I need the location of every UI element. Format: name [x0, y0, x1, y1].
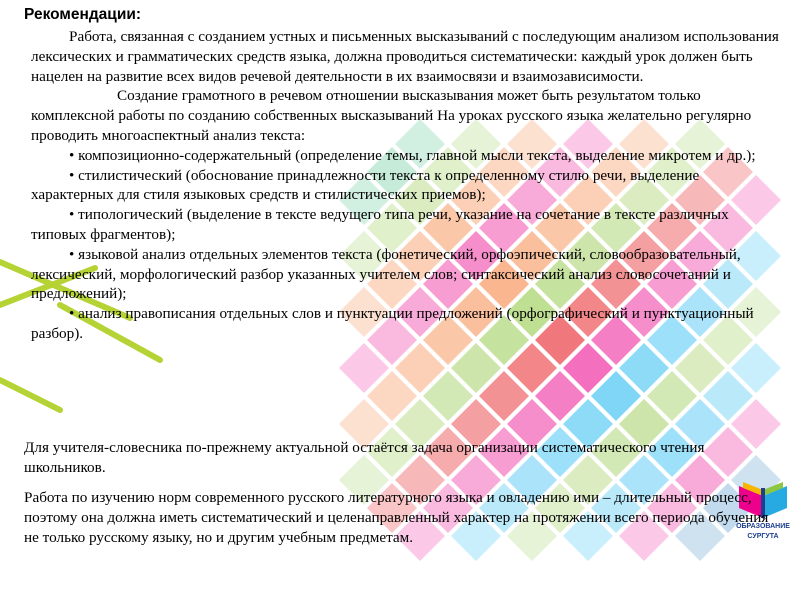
paragraph-1: Работа, связанная с созданием устных и письменных высказываний с последующим анализом использования лексических и грамматических средств языка, должна проводиться систематически: каждый урок должен быть нацелен на развитие всех видов речевой деятельности в их взаимосвязи и взаимозависимости. [31, 28, 779, 85]
bullet-item: • стилистический (обоснование принадлежности текста к определенному стилю речи, выделение характерных для стиля языковых средств и стилистических приемов); [31, 166, 700, 204]
bullet-item: • типологический (выделение в тексте ведущего типа речи, указание на сочетание в тексте различных типовых фрагментов); [31, 206, 729, 243]
logo-text-line2: СУРГУТА [747, 533, 779, 540]
bullet-item: • композиционно-содержательный (определение темы, главной мысли текста, выделение микротем и др.); [69, 146, 756, 164]
paragraph-4: Работа по изучению норм современного русского литературного языка и овладению ими – длительный процесс, поэтому она должна иметь систематический и целенаправленный характер на протяжении всего периода обучения не только русскому языку, но и другим учебным предметам. [24, 489, 769, 546]
paragraph-3: Для учителя-словесника по-прежнему актуальной остаётся задача организации систематического чтения школьников. [24, 439, 705, 476]
bullet-item: • языковой анализ отдельных элементов текста (фонетический, орфоэпический, словообразовательный, лексический, морфологический разбор указанных учителем слов; синтаксический анализ словосочетаний и предложений); [31, 245, 741, 303]
page-title: Рекомендации: [24, 6, 142, 23]
bullet-item: • анализ правописания отдельных слов и пунктуации предложений (орфографический и пунктуационный разбор). [31, 305, 754, 342]
paragraph-2: Создание грамотного в речевом отношении высказывания может быть результатом только комплексной работы по созданию собственных высказываний На уроках русского языка желательно регулярно проводить многоаспектный анализ текста: [31, 87, 752, 144]
recommendations-body [31, 27, 783, 344]
logo-text-line1: ОБРАЗОВАНИЕ [736, 523, 790, 530]
